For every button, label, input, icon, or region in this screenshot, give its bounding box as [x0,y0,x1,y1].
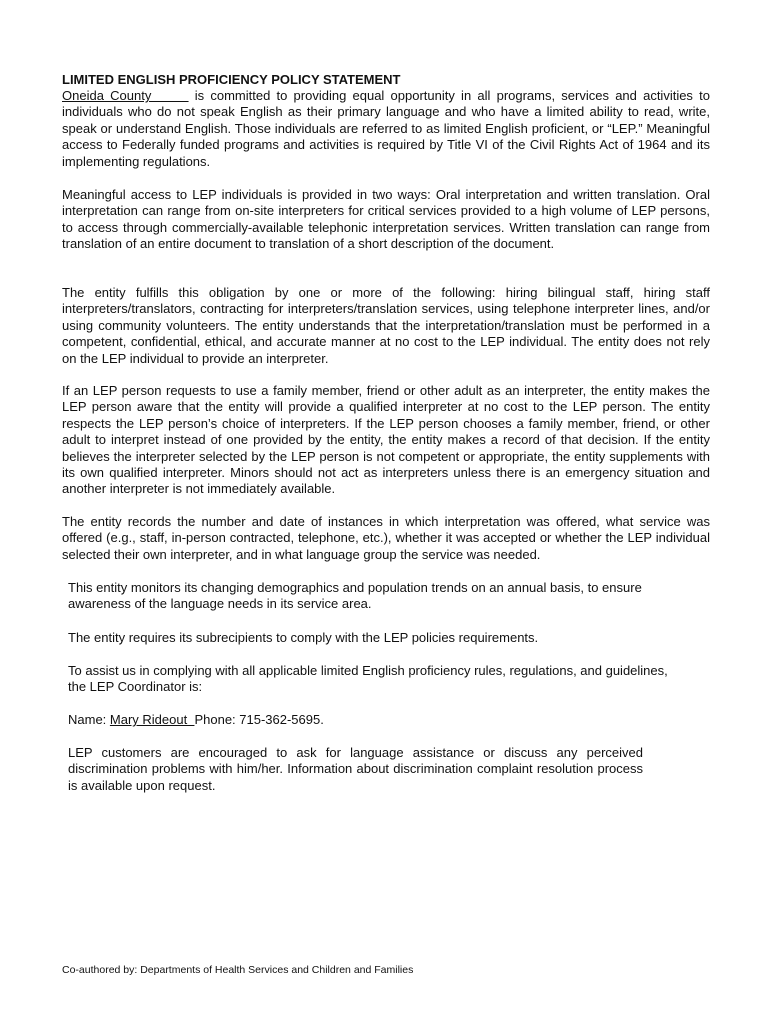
paragraph-commitment-text: is committed to providing equal opportunity in all programs, services and activities to individuals who do not speak English as their primary language and who have a limited ability to read, write, speak or understand English. Those individuals are referred to as limited English proficient, or “LEP.” Meaningful access to Federally funded programs and activities is required by Title VI of the Civil Rights Act of 1964 and its implementing regulations. [62,88,710,169]
paragraph-discrimination: LEP customers are encouraged to ask for language assistance or discuss any perceived discrimination problems with him/her. Information about discrimination complaint resolution process is available upon request. [68,745,643,793]
entity-name-field: Oneida County [62,88,189,103]
paragraph-coordinator-intro: To assist us in complying with all applicable limited English proficiency rules, regulations, and guidelines, the LEP Coordinator is: [68,663,668,695]
paragraph-commitment [62,88,710,170]
paragraph-family-interpreter: If an LEP person requests to use a family member, friend or other adult as an interpreter, the entity makes the LEP person aware that the entity will provide a qualified interpreter at no cost to the LEP person. The entity respects the LEP person’s choice of interpreters. If the LEP person chooses a family member, friend, or other adult to interpret instead of one provided by the entity, the entity makes a record of that decision. If the entity believes the interpreter selected by the LEP person is not competent or appropriate, the entity supplements with its own qualified interpreter. Minors should not act as interpreters unless there is an emergency situation and another interpreter is not immediately available. [62,383,710,497]
paragraph-meaningful-access: Meaningful access to LEP individuals is provided in two ways: Oral interpretation and written translation. Oral interpretation can range from on-site interpreters for critical services provided to a high volume of LEP persons, to access through commercially-available telephonic interpretation services. Written translation can range from translation of an entire document to translation of a short description of the document. [62,187,710,252]
paragraph-demographics: This entity monitors its changing demographics and population trends on an annual basis, to ensure awareness of the language needs in its service area. [68,580,642,612]
coordinator-phone: Phone: 715-362-5695. [194,712,324,727]
coordinator-name: Mary Rideout [109,712,195,727]
name-label: Name: [68,712,110,727]
paragraph-subrecipients: The entity requires its subrecipients to comply with the LEP policies requirements. [68,630,539,645]
coordinator-contact [68,712,708,728]
document-title: LIMITED ENGLISH PROFICIENCY POLICY STATEMENT [62,72,401,87]
paragraph-obligation: The entity fulfills this obligation by one or more of the following: hiring bilingual staff, hiring staff interpreters/translators, contracting for interpreters/translation services, using telephone interpreter lines, and/or using community volunteers. The entity understands that the interpretation/translation must be performed in a competent, confidential, ethical, and accurate manner at no cost to the LEP individual. The entity does not rely on the LEP individual to provide an interpreter. [62,285,710,366]
footer-coauthors: Co-authored by: Departments of Health Services and Children and Families [62,964,414,976]
paragraph-records: The entity records the number and date of instances in which interpretation was offered, what service was offered (e.g., staff, in-person contracted, telephone, etc.), whether it was accepted or whether the LEP individual selected their own interpreter, and in what language group the service was needed. [62,514,710,562]
